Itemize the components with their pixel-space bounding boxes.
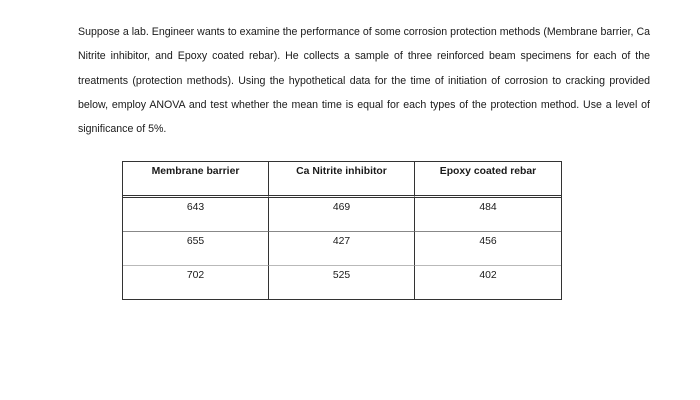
column-header-epoxy-coated-rebar: Epoxy coated rebar	[415, 162, 561, 198]
question-paragraph: Suppose a lab. Engineer wants to examine the performance of some corrosion protection methods (Membrane barrier, Ca Nitrite inhibitor, and Epoxy coated rebar). He collects a sample of three reinforced beam specimens for each of the treatments (protection methods). Using the hypothetical data for the time of initiation of corrosion to cracking provided below, employ ANOVA and test whether the mean time is equal for each types of the protection method. Use a level of significance of 5%.	[78, 26, 650, 136]
table-cell: 702	[123, 266, 269, 299]
table-cell: 484	[415, 198, 561, 232]
table-cell: 456	[415, 232, 561, 266]
column-header-ca-nitrite-inhibitor: Ca Nitrite inhibitor	[269, 162, 415, 198]
table-cell: 655	[123, 232, 269, 266]
table-cell: 643	[123, 198, 269, 232]
table-row	[123, 232, 561, 266]
data-table	[122, 161, 562, 300]
table-cell: 427	[269, 232, 415, 266]
table-header-row	[123, 162, 561, 198]
table-cell: 525	[269, 266, 415, 299]
table-cell: 469	[269, 198, 415, 232]
table-row	[123, 198, 561, 232]
column-header-membrane-barrier: Membrane barrier	[123, 162, 269, 198]
table-cell: 402	[479, 270, 497, 281]
table-row	[123, 266, 561, 299]
